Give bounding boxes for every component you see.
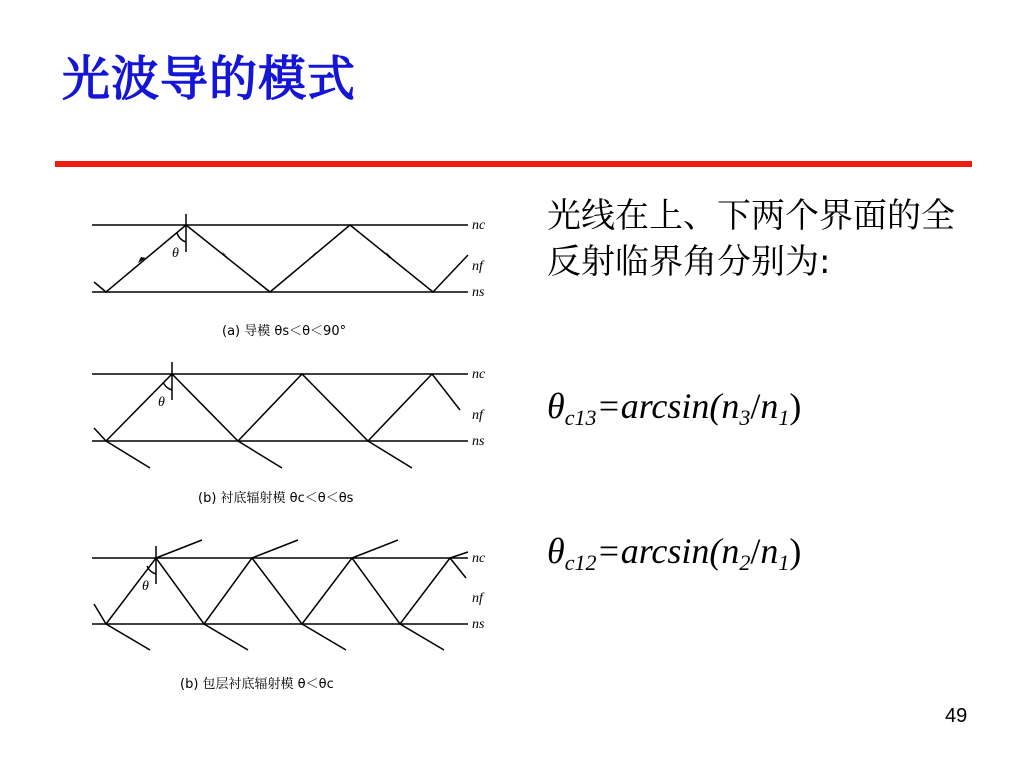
formula-c13-theta: θ	[547, 386, 565, 426]
substrate-leak-1	[106, 441, 150, 468]
formula-c12-eq: =arcsin(	[596, 531, 722, 571]
intro-text: 光线在上、下两个界面的全反射临界角分别为:	[547, 196, 955, 282]
guided-ray-path	[94, 225, 468, 292]
substrate-leak-c3	[302, 624, 346, 650]
caption-c: (b) 包层衬底辐射模 θ＜θc	[180, 677, 334, 692]
formula-c12-close: )	[789, 531, 802, 571]
cladding-leak-2	[252, 540, 298, 558]
formula-c12-n-b: n	[760, 531, 779, 571]
theta-label-c: θ	[142, 579, 149, 594]
cladding-leak-1	[156, 540, 202, 558]
ns-label-b: ns	[472, 434, 485, 449]
formula-c13-sub-a: 3	[739, 405, 751, 430]
formula-c12-subscript: c12	[564, 550, 597, 575]
substrate-leak-c2	[204, 624, 248, 650]
formula-c13-close: )	[789, 386, 802, 426]
panel-substrate-radiation	[92, 362, 468, 468]
formula-c12-n-a: n	[721, 531, 740, 571]
formula-c13-n-a: n	[721, 386, 740, 426]
formula-c12-theta: θ	[547, 531, 565, 571]
cladding-leak-3	[352, 540, 398, 558]
formula-c13	[547, 385, 801, 431]
cladding-leak-4	[450, 552, 468, 558]
leaky-ray-path	[106, 558, 466, 624]
theta-label-b: θ	[158, 395, 165, 410]
nf-label-c: nf	[472, 591, 483, 606]
ns-label-a: ns	[472, 285, 485, 300]
formula-c13-n-b: n	[760, 386, 779, 426]
caption-a: (a) 导模 θs＜θ＜90°	[222, 324, 347, 339]
nc-label-b: nc	[472, 367, 486, 382]
substrate-entry	[94, 428, 106, 441]
formula-c12-sub-a: 2	[739, 550, 751, 575]
theta-arc-b	[163, 382, 172, 390]
leaky-entry	[94, 604, 106, 624]
title-underline	[55, 161, 972, 167]
waveguide-diagram	[80, 200, 520, 710]
ns-label-c: ns	[472, 617, 485, 632]
nc-label-c: nc	[472, 551, 486, 566]
formula-c12-sub-b: 1	[778, 550, 790, 575]
nf-label-a: nf	[472, 259, 483, 274]
substrate-leak-2	[238, 441, 282, 468]
caption-b: (b) 衬底辐射模 θc＜θ＜θs	[198, 491, 354, 506]
substrate-leak-3	[368, 441, 412, 468]
theta-arc-c	[147, 566, 156, 574]
nc-label-a: nc	[472, 218, 486, 233]
theta-label-a: θ	[172, 246, 179, 261]
waveguide-mode-figure	[80, 200, 520, 710]
panel-guided-mode	[92, 214, 468, 292]
formula-c12	[547, 530, 801, 576]
formula-c13-subscript: c13	[564, 405, 597, 430]
page-number: 49	[945, 705, 968, 727]
substrate-leak-c1	[106, 624, 150, 650]
formula-c12-slash: /	[750, 531, 761, 571]
slide-title: 光波导的模式	[62, 51, 357, 107]
nf-label-b: nf	[472, 408, 483, 423]
substrate-leak-c4	[400, 624, 444, 650]
formula-c13-sub-b: 1	[778, 405, 790, 430]
formula-c13-eq: =arcsin(	[596, 386, 722, 426]
panel-cladding-substrate-radiation	[92, 540, 468, 650]
theta-arc-a	[177, 233, 186, 242]
formula-c13-slash: /	[750, 386, 761, 426]
